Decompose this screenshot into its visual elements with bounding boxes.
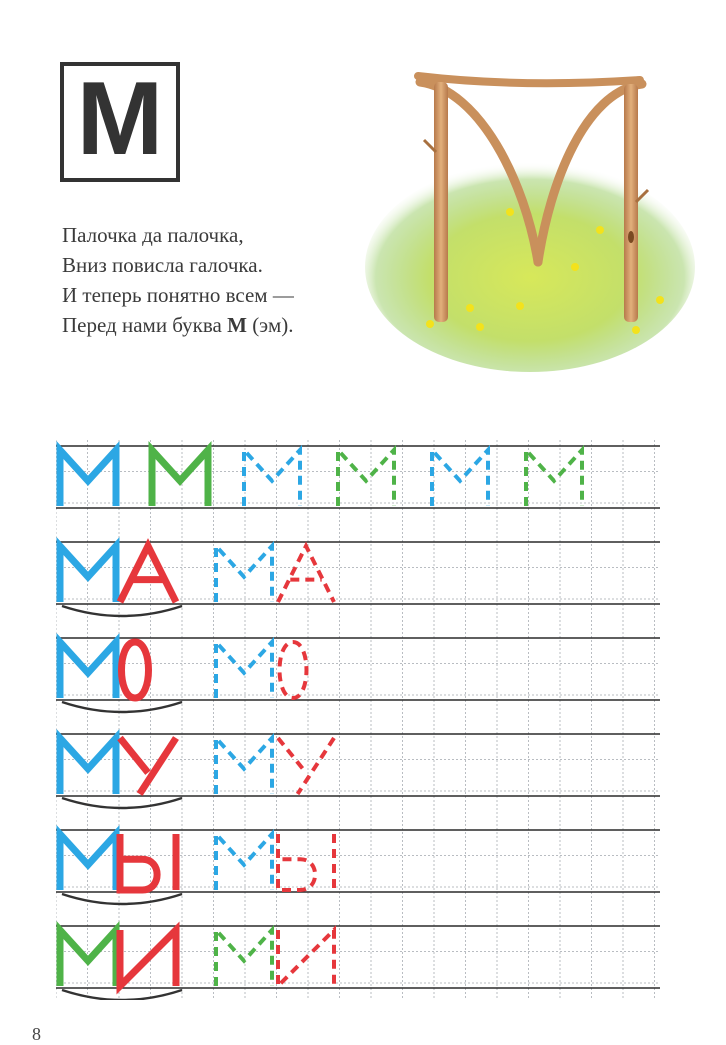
stick-right <box>624 84 638 322</box>
branch-top <box>418 76 640 83</box>
letter-trace <box>526 450 582 506</box>
page-number: 8 <box>32 1024 41 1044</box>
practice-row <box>60 642 307 712</box>
poem-line-4-prefix: Перед нами буква <box>62 313 228 337</box>
practice-row <box>60 546 334 616</box>
letter-trace <box>216 834 272 890</box>
letter-sample <box>120 930 176 986</box>
letter-trace <box>278 738 334 794</box>
writing-lines <box>56 446 660 988</box>
stick-left <box>434 82 448 322</box>
letter-trace <box>216 546 272 602</box>
syllable-arc <box>62 990 182 1000</box>
grid-lines <box>56 440 660 1000</box>
practice-row <box>60 738 334 808</box>
letter-trace <box>244 450 300 506</box>
letter-box <box>60 62 180 182</box>
writing-practice-grid <box>56 440 660 1000</box>
syllable-arc <box>62 894 182 904</box>
practice-row <box>60 834 334 904</box>
poem-line-4 <box>62 310 294 340</box>
poem-line-4-suffix: (эм). <box>246 313 294 337</box>
poem-line-1: Палочка да палочка, <box>62 223 244 247</box>
header-letter: М <box>76 61 164 177</box>
letter-sample <box>120 738 176 794</box>
letter-trace <box>432 450 488 506</box>
letter-trace <box>278 546 334 602</box>
letter-trace <box>280 642 307 698</box>
practice-row <box>60 450 582 506</box>
letter-trace <box>338 450 394 506</box>
letter-trace <box>278 930 334 986</box>
letter-trace <box>216 930 272 986</box>
syllable-arc <box>62 606 182 616</box>
letter-sample <box>120 834 176 890</box>
poem-line-2: Вниз повисла галочка. <box>62 253 263 277</box>
syllable-arc <box>62 798 182 808</box>
letter-sample <box>152 450 208 506</box>
letter-sample <box>120 546 176 602</box>
poem <box>62 220 294 340</box>
syllable-arc <box>62 702 182 712</box>
poem-line-3: И теперь понятно всем — <box>62 283 294 307</box>
letter-trace <box>216 642 272 698</box>
knot <box>628 231 634 243</box>
letter-trace <box>216 738 272 794</box>
stick-letter-illustration <box>360 62 700 372</box>
letter-sample <box>122 642 149 698</box>
practice-row <box>60 930 334 1000</box>
poem-line-4-letter: М <box>227 313 247 337</box>
letter-trace <box>278 834 334 890</box>
